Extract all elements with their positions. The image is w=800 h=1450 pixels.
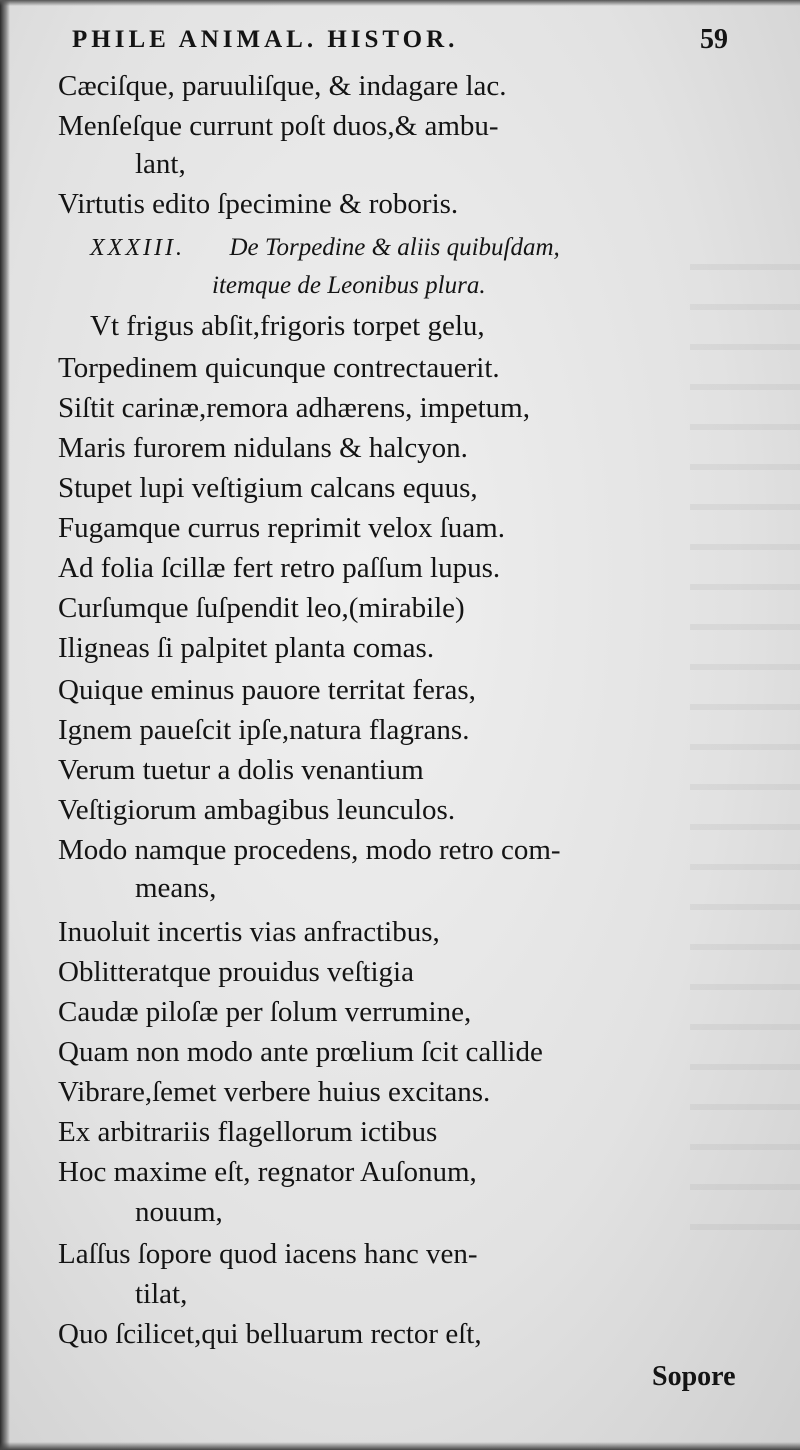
verse-line: Torpedinem quicunque contrectauerit. bbox=[58, 352, 500, 384]
verse-line: Vt frigus abſit,frigoris torpet gelu, bbox=[90, 310, 485, 342]
verse-line: Virtutis edito ſpecimine & roboris. bbox=[58, 188, 459, 220]
verse-line: Ignem paueſcit ipſe,natura flagrans. bbox=[58, 714, 470, 746]
verse-line: Cæciſque, paruuliſque, & indagare lac. bbox=[58, 70, 507, 102]
verse-line: Laſſus ſopore quod iacens hanc ven- bbox=[58, 1238, 478, 1270]
verse-line: Quo ſcilicet,qui belluarum rector eſt, bbox=[58, 1318, 482, 1350]
verse-line: Oblitteratque prouidus veſtigia bbox=[58, 956, 414, 988]
page-bottom-edge-shadow bbox=[0, 1442, 800, 1450]
verse-line: Inuoluit incertis vias anfractibus, bbox=[58, 916, 440, 948]
verse-line-continuation: means, bbox=[135, 872, 217, 904]
verse-line-continuation: lant, bbox=[135, 148, 186, 180]
verse-line: Menſeſque currunt poſt duos,& ambu- bbox=[58, 110, 499, 142]
page-top-edge-shadow bbox=[0, 0, 800, 6]
verse-line: Quam non modo ante prœlium ſcit callide bbox=[58, 1036, 543, 1068]
verse-line: Maris furorem nidulans & halcyon. bbox=[58, 432, 468, 464]
verse-line: Ad folia ſcillæ fert retro paſſum lupus. bbox=[58, 552, 501, 584]
verse-line: Modo namque procedens, modo retro com- bbox=[58, 834, 561, 866]
section-subtitle: itemque de Leonibus plura. bbox=[212, 272, 486, 299]
verse-line: Siſtit carinæ,remora adhærens, impetum, bbox=[58, 392, 530, 424]
section-number: XXXIII. bbox=[90, 235, 185, 261]
section-title: De Torpedine & aliis quibuſdam, bbox=[229, 234, 560, 261]
page-number: 59 bbox=[700, 24, 728, 55]
verse-line: Curſumque ſuſpendit leo,(mirabile) bbox=[58, 592, 465, 624]
section-heading-line-2 bbox=[212, 264, 486, 304]
verse-line: Vibrare,ſemet verbere huius excitans. bbox=[58, 1076, 491, 1108]
verse-line: Iligneas ſi palpitet planta comas. bbox=[58, 632, 435, 664]
section-heading bbox=[90, 226, 560, 266]
show-through-from-verso bbox=[690, 240, 800, 1240]
verse-line: Quique eminus pauore territat feras, bbox=[58, 674, 476, 706]
catchword: Sopore bbox=[652, 1361, 736, 1392]
running-title: PHILE ANIMAL. HISTOR. bbox=[72, 26, 459, 53]
verse-line: Hoc maxime eſt, regnator Auſonum, bbox=[58, 1156, 477, 1188]
verse-line-continuation: tilat, bbox=[135, 1278, 188, 1310]
verse-line: Ex arbitrariis flagellorum ictibus bbox=[58, 1116, 438, 1148]
verse-line: Fugamque currus reprimit velox ſuam. bbox=[58, 512, 505, 544]
verse-line: Veſtigiorum ambagibus leunculos. bbox=[58, 794, 456, 826]
verse-line: Stupet lupi veſtigium calcans equus, bbox=[58, 472, 478, 504]
verse-line: Caudæ piloſæ per ſolum verrumine, bbox=[58, 996, 472, 1028]
verse-line: Verum tuetur a dolis venantium bbox=[58, 754, 424, 786]
page-left-edge-shadow bbox=[0, 0, 10, 1450]
verse-line-continuation: nouum, bbox=[135, 1196, 223, 1228]
